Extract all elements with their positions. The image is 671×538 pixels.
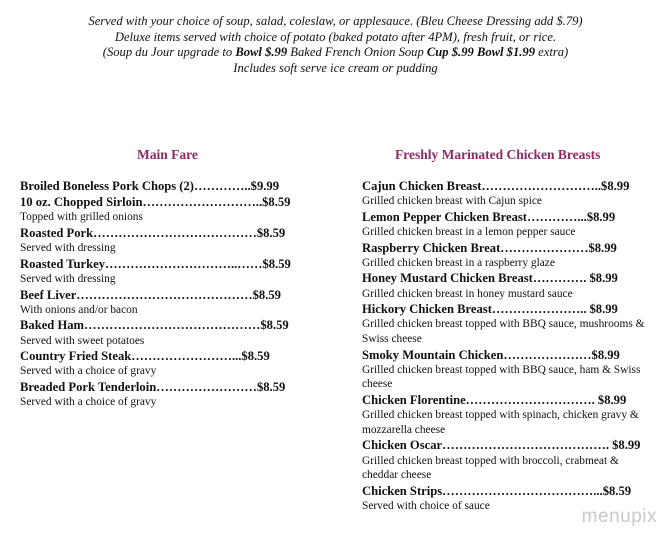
menu-item-title: Country Fried Steak……………………...$8.59 xyxy=(20,349,270,364)
intro-line-deluxe: Deluxe items served with choice of potato (baked potato after 4PM), fresh fruit, or rice. xyxy=(114,29,557,44)
menu-item xyxy=(20,287,320,318)
menu-item xyxy=(362,347,648,392)
menu-item-description: Served with a choice of gravy xyxy=(20,396,157,409)
menu-item-title: Lemon Pepper Chicken Breast…………...$8.99 xyxy=(362,209,616,224)
menu-item xyxy=(362,178,648,209)
menu-item-title: Chicken Florentine…………………………. $8.99 xyxy=(362,392,627,407)
chicken-heading: Freshly Marinated Chicken Breasts xyxy=(395,147,601,162)
intro-line-sides: Served with your choice of soup, salad, coleslaw, or applesauce. (Bleu Cheese Dressing add $.79) xyxy=(88,14,583,28)
menu-item-description: Grilled chicken breast topped with broccoli, crabmeat & cheddar cheese xyxy=(362,454,619,482)
menu-item-description: Grilled chicken breast in a lemon pepper sauce xyxy=(362,226,576,238)
menu-intro xyxy=(0,14,671,76)
menu-item-title: Roasted Turkey…………………………..……$8.59 xyxy=(20,256,291,271)
menu-item xyxy=(362,437,648,482)
menu-item xyxy=(20,348,320,379)
menu-item-title: Beef Liver……………………………………$8.59 xyxy=(20,287,281,302)
menu-item xyxy=(362,392,648,437)
menu-item-description: Grilled chicken breast in honey mustard sauce xyxy=(362,287,573,300)
menu-item-description: Grilled chicken breast with Cajun spice xyxy=(362,195,542,208)
menu-item xyxy=(20,256,320,287)
menu-item xyxy=(20,379,320,410)
menu-item-title: Hickory Chicken Breast………………….. $8.99 xyxy=(362,302,618,317)
menu-item-title: Broiled Boneless Pork Chops (2)…………..$9.99 xyxy=(20,179,280,193)
menu-item-description: Served with choice of sauce xyxy=(362,499,490,512)
menu-item-description: Served with sweet potatoes xyxy=(20,334,145,347)
menu-item-description: Grilled chicken breast topped with BBQ sauce, ham & Swiss cheese xyxy=(362,363,641,391)
chicken-list xyxy=(362,178,648,514)
menu-item xyxy=(362,301,648,346)
menu-item-title: Chicken Oscar…………………………………. $8.99 xyxy=(362,438,641,453)
menu-item-title: Breaded Pork Tenderloin……………………$8.59 xyxy=(20,379,286,394)
main-fare-heading: Main Fare xyxy=(137,147,198,162)
menu-item-title: Honey Mustard Chicken Breast…………. $8.99 xyxy=(362,271,618,286)
intro-line-dessert: Includes soft serve ice cream or pudding xyxy=(233,60,438,75)
menu-item-title: Cajun Chicken Breast………………………..$8.99 xyxy=(362,179,630,193)
menu-item-description: Grilled chicken breast in a raspberry glaze xyxy=(362,256,555,269)
menu-item-description: Topped with grilled onions xyxy=(20,211,143,224)
menu-item-title: Raspberry Chicken Breat…………………$8.99 xyxy=(362,240,617,255)
menu-item-description: With onions and/or bacon xyxy=(20,303,138,316)
menu-item xyxy=(20,225,320,256)
menu-item xyxy=(362,270,648,301)
menu-item-title: Smoky Mountain Chicken…………………$8.99 xyxy=(362,347,620,362)
menu-item-description: Served with a choice of gravy xyxy=(20,365,157,378)
menu-item-title: 10 oz. Chopped Sirloin………………………..$8.59 xyxy=(20,195,291,210)
main-fare-list xyxy=(20,178,320,410)
menu-item-description: Grilled chicken breast topped with BBQ sauce, mushrooms & Swiss cheese xyxy=(362,318,645,345)
menu-item-title: Chicken Strips………………………………...$8.59 xyxy=(362,483,632,498)
menu-item-description: Served with dressing xyxy=(20,242,116,255)
menu-item xyxy=(20,178,320,194)
menu-item xyxy=(362,209,648,240)
menu-item xyxy=(20,317,320,348)
menu-item-title: Roasted Pork…………………………………$8.59 xyxy=(20,225,286,240)
menu-item xyxy=(20,194,320,225)
menu-item-description: Grilled chicken breast topped with spinach, chicken gravy & mozzarella cheese xyxy=(362,409,639,436)
watermark-logo: menupix xyxy=(581,506,657,527)
menu-item-description: Served with dressing xyxy=(20,272,116,285)
menu-item xyxy=(362,240,648,271)
intro-line-soup-upgrade: (Soup du Jour upgrade to Bowl $.99 Baked French Onion Soup Cup $.99 Bowl $1.99 extra) xyxy=(102,45,569,60)
menu-item-title: Baked Ham……………………………………$8.59 xyxy=(20,318,289,333)
